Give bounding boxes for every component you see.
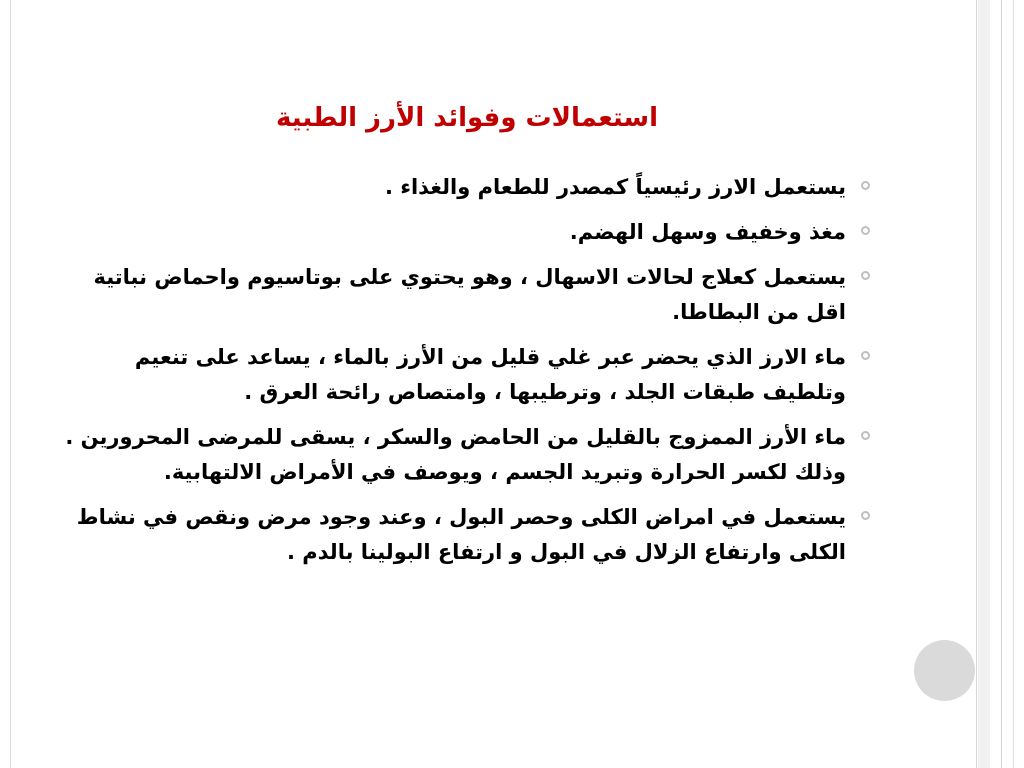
bullet-marker-icon (861, 351, 870, 360)
bullet-item (60, 340, 870, 410)
frame-right-line (976, 0, 977, 768)
bullet-text: مغذ وخفيف وسهل الهضم. (569, 220, 846, 244)
bullet-marker-icon (861, 226, 870, 235)
bullet-item (60, 260, 870, 330)
frame-left-line (10, 0, 11, 768)
decorative-circle (914, 640, 975, 701)
bullet-marker-icon (861, 181, 870, 190)
bullet-item (60, 215, 870, 250)
bullet-text: يستعمل الارز رئيسياً كمصدر للطعام والغذاء . (384, 175, 846, 199)
frame-right-band (978, 0, 990, 768)
bullet-marker-icon (861, 271, 870, 280)
frame-right-line (1001, 0, 1002, 768)
bullet-text: ماء الأرز الممزوج بالقليل من الحامض والسكر ، يسقى للمرضى المحرورين . وذلك لكسر الحرارة وتبريد الجسم ، ويوصف في الأمراض الالتهابية. (65, 425, 846, 484)
bullet-marker-icon (861, 511, 870, 520)
bullet-list (60, 170, 870, 580)
bullet-marker-icon (861, 431, 870, 440)
slide-title: استعمالات وفوائد الأرز الطبية (276, 103, 658, 133)
bullet-text: ماء الارز الذي يحضر عبر غلي قليل من الأرز بالماء ، يساعد على تنعيم وتلطيف طبقات الجلد ، وترطيبها ، وامتصاص رائحة العرق . (134, 345, 846, 404)
bullet-text: يستعمل كعلاج لحالات الاسهال ، وهو يحتوي على بوتاسيوم واحماض نباتية اقل من البطاطا. (93, 265, 846, 324)
bullet-item (60, 170, 870, 205)
bullet-item (60, 500, 870, 570)
bullet-text: يستعمل في امراض الكلى وحصر البول ، وعند وجود مرض ونقص في نشاط الكلى وارتفاع الزلال في البول و ارتفاع البولينا بالدم . (76, 505, 846, 564)
bullet-item (60, 420, 870, 490)
frame-right-line (1013, 0, 1014, 768)
